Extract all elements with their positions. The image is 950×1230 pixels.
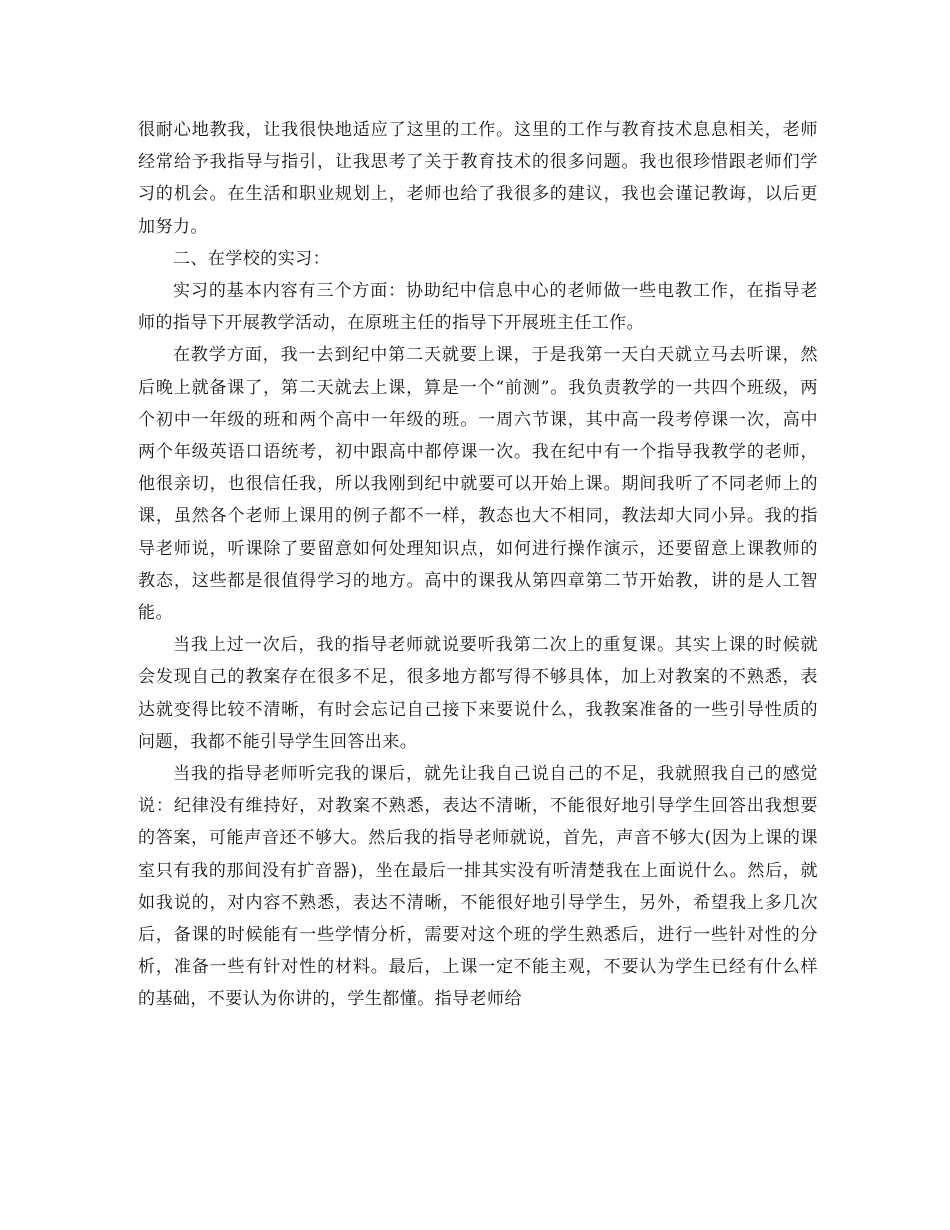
paragraph-3: 实习的基本内容有三个方面：协助纪中信息中心的老师做一些电教工作，在指导老师的指导下开展教学活动，在原班主任的指导下开展班主任工作。 <box>138 281 818 334</box>
paragraph-1: 很耐心地教我，让我很快地适应了这里的工作。这里的工作与教育技术息息相关，老师经常给予我指导与指引，让我思考了关于教育技术的很多问题。我也很珍惜跟老师们学习的机会。在生活和职业规划上，老师也给了我很多的建议，我也会谨记教诲，以后更加努力。 <box>138 120 818 237</box>
paragraph-6: 当我的指导老师听完我的课后，就先让我自己说自己的不足，我就照我自己的感觉说：纪律没有维持好，对教案不熟悉，表达不清晰，不能很好地引导学生回答出我想要的答案，可能声音还不够大。然后我的指导老师就说，首先，声音不够大(因为上课的课室只有我的那间没有扩音器)，坐在最后一排其实没有听清楚我在上面说什么。然后，就如我说的，对内容不熟悉，表达不清晰，不能很好地引导学生，另外，希望我上多几次后，备课的时候能有一些学情分析，需要对这个班的学生熟悉后，进行一些针对性的分析，准备一些有针对性的材料。最后，上课一定不能主观，不要认为学生已经有什么样的基础，不要认为你讲的，学生都懂。指导老师给 <box>138 764 818 1010</box>
section-heading-school-internship: 二、在学校的实习： <box>173 248 331 269</box>
paragraph-5: 当我上过一次后，我的指导老师就说要听我第二次上的重复课。其实上课的时候就会发现自己的教案存在很多不足，很多地方都写得不够具体，加上对教案的不熟悉，表达就变得比较不清晰，有时会忘记自己接下来要说什么，我教案准备的一些引导性质的问题，我都不能引导学生回答出来。 <box>138 635 818 752</box>
document-body <box>138 114 818 1016</box>
paragraph-4: 在教学方面，我一去到纪中第二天就要上课，于是我第一天白天就立马去听课，然后晚上就备课了，第二天就去上课，算是一个“前测”。我负责教学的一共四个班级，两个初中一年级的班和两个高中一年级的班。一周六节课，其中高一段考停课一次，高中两个年级英语口语统考，初中跟高中都停课一次。我在纪中有一个指导我教学的老师，他很亲切，也很信任我，所以我刚到纪中就要可以开始上课。期间我听了不同老师上的课，虽然各个老师上课用的例子都不一样，教态也大不相同，教法却大同小异。我的指导老师说，听课除了要留意如何处理知识点，如何进行操作演示，还要留意上课教师的教态，这些都是很值得学习的地方。高中的课我从第四章第二节开始教，讲的是人工智能。 <box>138 345 818 624</box>
